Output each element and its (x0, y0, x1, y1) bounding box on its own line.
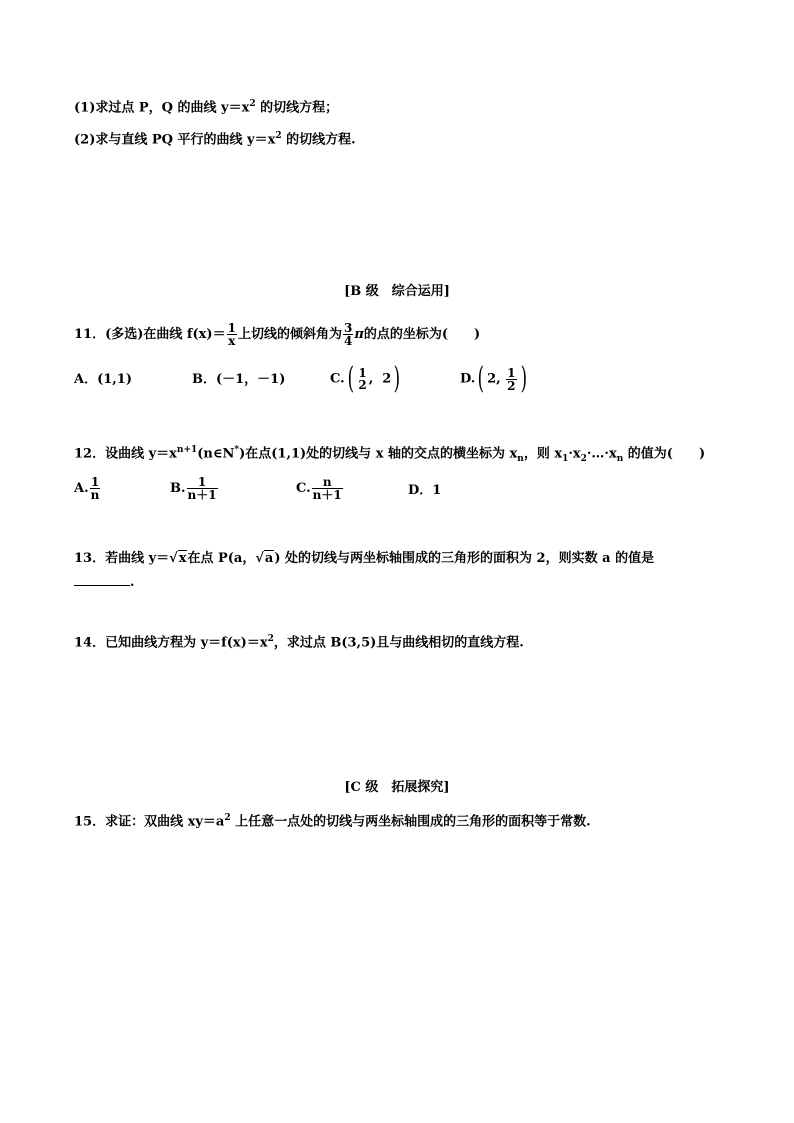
q11-option-d: D.( 2, $\frac{1}{2}$ ) (460, 361, 527, 396)
question-14: 14．已知曲线方程为 $y=f(x)=x^2$，求过点 B(3,5)且与曲线相切的直线方程. (74, 634, 524, 651)
question-11: 11．(多选)在曲线 f(x)＝ $\frac{1}{x}$ 上切线的倾斜角为 $\frac{3}{4}$ π的点的坐标为( ) (74, 321, 481, 348)
section-c-title: [C 级 拓展探究] (344, 780, 450, 795)
q12-option-d: D．1 (408, 483, 442, 498)
q12-option-a: A. $\frac{1}{n}$ (74, 475, 100, 502)
q13-answer-blank: . (74, 575, 135, 591)
q12-option-b: B. $\frac{1}{n+1}$ (170, 475, 217, 502)
q10-part2: (2)求与直线 PQ 平行的曲线 $y=x^2$ 的切线方程. (74, 131, 356, 148)
q11-option-a: A．(1,1) (74, 372, 133, 387)
answer-blank (74, 585, 130, 586)
question-12: 12．设曲线 $y=x^{n+1}(n\in N^*)$在点(1,1)处的切线与 x 轴的交点的横坐标为 $x_n$，则 $x_1\cdot x_2\cdot\dots\cdot x_n$ 的值为( ) (74, 445, 706, 464)
q12-option-c: C. $\frac{n}{n+1}$ (296, 475, 342, 502)
q10-part1: (1)求过点 P，Q 的曲线 $y=x^2$ 的切线方程； (74, 99, 339, 116)
question-13: 13．若曲线 y＝√x在点 P(a，√a) 处的切线与两坐标轴围成的三角形的面积为 2，则实数 a 的值是 (74, 551, 655, 566)
section-b-title: [B 级 综合运用] (344, 284, 450, 299)
question-15: 15．求证：双曲线 $xy=a^2$ 上任意一点处的切线与两坐标轴围成的三角形的面积等于常数. (74, 813, 591, 830)
q11-option-c: C.( 1 2 , 2) (330, 361, 401, 396)
q11-option-b: B．(－1，－1) (192, 372, 286, 387)
